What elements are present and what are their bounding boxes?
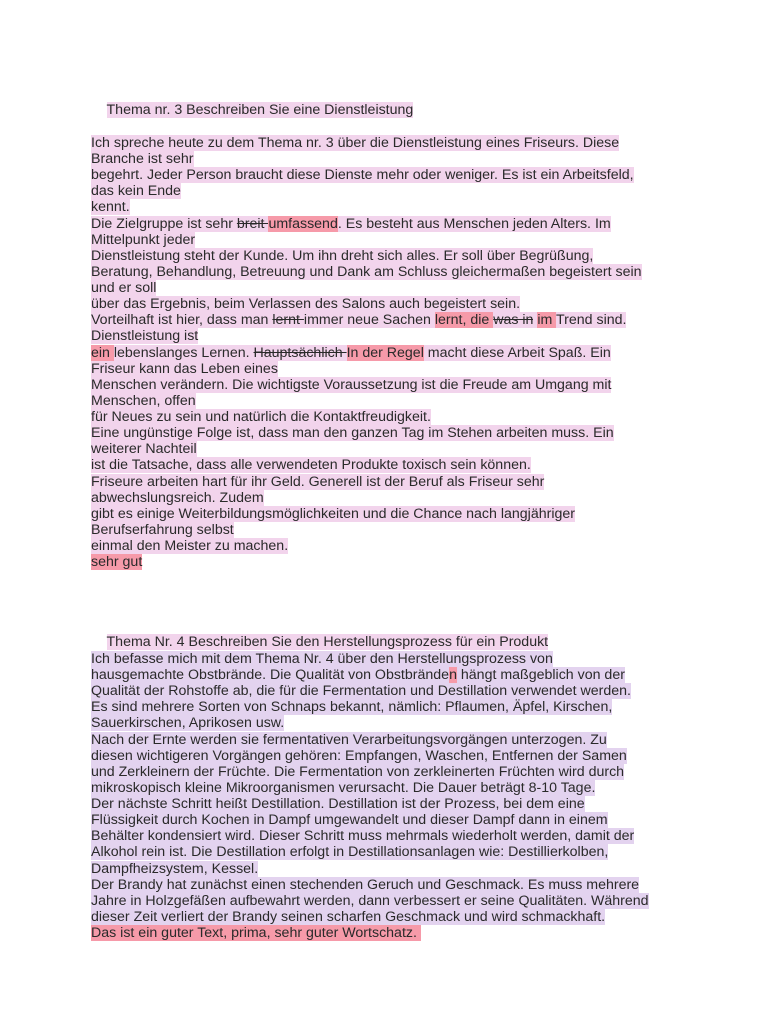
text-line bbox=[91, 715, 284, 731]
text-segment: Nach der Ernte werden sie fermentativen Verarbeitungsvorgängen unterzogen. Zu bbox=[91, 731, 607, 748]
text-segment: über das Ergebnis, beim Verlassen des Salons auch begeistert sein. bbox=[91, 296, 521, 313]
text-segment: Ich befasse mich mit dem Thema Nr. 4 über den Herstellungsprozess von bbox=[91, 651, 553, 667]
text-segment: Dienstleistung steht der Kunde. Um ihn dreht sich alles. Er soll über Begrüßung, bbox=[91, 247, 594, 264]
text-segment: und Zerkleinern der Früchte. Die Fermentation von zerkleinerten Früchten wird durch bbox=[91, 763, 625, 780]
text-line bbox=[91, 345, 611, 361]
section2-title-text: Thema Nr. 4 Beschreiben Sie den Herstellungsprozess für ein Produkt bbox=[106, 634, 549, 650]
text-segment: Friseur kann das Leben eines bbox=[91, 360, 278, 377]
text-segment: Branche ist sehr bbox=[91, 151, 194, 168]
text-segment: Der nächste Schritt heißt Destillation. Destillation ist der Prozess, bei dem eine bbox=[91, 796, 585, 813]
text-line bbox=[91, 490, 264, 506]
text-segment: Dampfheizsystem, Kessel. bbox=[91, 860, 259, 877]
strikethrough-text: breit bbox=[236, 215, 269, 232]
text-line bbox=[91, 328, 198, 344]
text-segment: Es sind mehrere Sorten von Schnaps bekannt, nämlich: Pflaumen, Äpfel, Kirschen, bbox=[91, 699, 613, 716]
correction-highlight: umfassend bbox=[268, 215, 338, 232]
text-line bbox=[91, 699, 612, 715]
text-segment: diesen wichtigeren Vorgängen gehören: Empfangen, Waschen, Entfernen der Samen bbox=[91, 747, 627, 764]
text-segment: Ich spreche heute zu dem Thema nr. 3 über die Dienstleistung eines Friseurs. Diese bbox=[91, 135, 620, 151]
text-segment: Behälter kondensiert wird. Dieser Schritt muss mehrmals wiederholt werden, damit der bbox=[91, 828, 635, 845]
text-segment: lebenslanges Lernen. bbox=[113, 344, 254, 361]
text-segment: immer neue Sachen bbox=[303, 312, 435, 329]
text-line bbox=[91, 409, 431, 425]
text-line bbox=[91, 732, 607, 748]
correction-highlight: Das ist ein guter Text, prima, sehr guter Wortschatz. bbox=[91, 925, 421, 942]
text-segment: Die Zielgruppe ist sehr bbox=[91, 215, 237, 232]
text-line bbox=[91, 296, 520, 312]
correction-highlight: In der Regel bbox=[346, 344, 424, 361]
text-segment: Qualität der Rohstoffe ab, die für die Fermentation und Destillation verwendet werden. bbox=[91, 683, 631, 700]
text-line bbox=[91, 199, 130, 215]
text-segment: Vorteilhaft ist hier, dass man bbox=[91, 312, 273, 329]
text-line bbox=[91, 264, 642, 280]
text-line bbox=[91, 232, 195, 248]
text-segment: Menschen, offen bbox=[91, 392, 196, 409]
correction-highlight: ein bbox=[91, 344, 114, 361]
text-line bbox=[91, 844, 608, 860]
text-line bbox=[91, 457, 531, 473]
text-line bbox=[91, 538, 288, 554]
text-line bbox=[91, 522, 234, 538]
text-segment: begehrt. Jeder Person braucht diese Dienste mehr oder weniger. Es ist ein Arbeitsfeld, bbox=[91, 167, 634, 184]
text-line bbox=[91, 764, 624, 780]
text-segment: Mittelpunkt jeder bbox=[91, 231, 196, 248]
text-line bbox=[91, 554, 142, 570]
text-segment: Beratung, Behandlung, Betreuung und Dank am Schluss gleichermaßen begeistert sein bbox=[91, 263, 642, 280]
correction-highlight: sehr gut bbox=[91, 554, 143, 571]
text-line bbox=[91, 780, 595, 796]
correction-highlight: im bbox=[537, 312, 557, 329]
text-segment: mikroskopisch kleine Mikroorganismen verursacht. Die Dauer beträgt 8-10 Tage. bbox=[91, 779, 596, 796]
strikethrough-text: was in bbox=[493, 312, 534, 329]
text-segment: hausgemachte Obstbrände. Die Qualität von Obstbrände bbox=[91, 667, 450, 684]
text-segment: das kein Ende bbox=[91, 183, 181, 200]
text-line bbox=[91, 812, 608, 828]
text-line bbox=[91, 183, 181, 199]
text-segment: kennt. bbox=[91, 199, 130, 216]
text-segment: ist die Tatsache, dass alle verwendeten Produkte toxisch sein können. bbox=[91, 457, 531, 474]
text-segment: Der Brandy hat zunächst einen stechenden Geruch und Geschmack. Es muss mehrere bbox=[91, 876, 640, 893]
text-line bbox=[91, 167, 634, 183]
section1-title bbox=[91, 86, 414, 118]
correction-highlight: n bbox=[449, 667, 457, 684]
text-line bbox=[91, 925, 421, 941]
text-line bbox=[91, 474, 544, 490]
text-line bbox=[91, 216, 611, 232]
text-segment: Dienstleistung ist bbox=[91, 328, 199, 345]
text-line bbox=[91, 361, 278, 377]
text-line bbox=[91, 425, 614, 441]
text-segment: gibt es einige Weiterbildungsmöglichkeiten und die Chance nach langjähriger bbox=[91, 505, 575, 522]
section1-title-text: Thema nr. 3 Beschreiben Sie eine Dienstleistung bbox=[106, 102, 414, 118]
text-line bbox=[91, 828, 634, 844]
text-segment: Flüssigkeit durch Kochen in Dampf umgewandelt und dieser Dampf dann in einem bbox=[91, 812, 608, 829]
text-line bbox=[91, 135, 619, 151]
text-line bbox=[91, 280, 156, 296]
text-segment: abwechslungsreich. Zudem bbox=[91, 489, 264, 506]
text-segment: Jahre in Holzgefäßen aufbewahrt werden, dann verbessert er seine Qualitäten. Während bbox=[91, 892, 649, 909]
text-segment: hängt maßgeblich von der bbox=[456, 667, 625, 684]
text-segment: Berufserfahrung selbst bbox=[91, 521, 234, 538]
text-line bbox=[91, 667, 625, 683]
correction-highlight: lernt, die bbox=[434, 312, 494, 329]
text-segment: Eine ungünstige Folge ist, dass man den ganzen Tag im Stehen arbeiten muss. Ein bbox=[91, 425, 614, 442]
text-line bbox=[91, 441, 197, 457]
text-line bbox=[91, 909, 605, 925]
text-line bbox=[91, 151, 194, 167]
text-line bbox=[91, 861, 258, 877]
text-segment: macht diese Arbeit Spaß. Ein bbox=[423, 344, 611, 361]
text-line bbox=[91, 683, 631, 699]
text-line bbox=[91, 651, 553, 667]
text-line bbox=[91, 506, 575, 522]
text-segment: Trend sind. bbox=[556, 312, 627, 329]
text-segment: einmal den Meister zu machen. bbox=[91, 538, 289, 554]
text-line bbox=[91, 377, 611, 393]
text-line bbox=[91, 312, 626, 328]
strikethrough-text: lernt bbox=[272, 312, 304, 329]
text-segment: dieser Zeit verliert der Brandy seinen scharfen Geschmack und wird schmackhaft. bbox=[91, 908, 606, 925]
section2-title bbox=[91, 618, 549, 650]
text-segment: Menschen verändern. Die wichtigste Voraussetzung ist die Freude am Umgang mit bbox=[91, 376, 612, 393]
text-segment: Sauerkirschen, Aprikosen usw. bbox=[91, 715, 285, 732]
text-line bbox=[91, 796, 585, 812]
text-segment: für Neues zu sein und natürlich die Kontaktfreudigkeit. bbox=[91, 409, 431, 426]
text-line bbox=[91, 893, 649, 909]
text-line bbox=[91, 393, 196, 409]
text-line bbox=[91, 248, 593, 264]
text-segment: Friseure arbeiten hart für ihr Geld. Generell ist der Beruf als Friseur sehr bbox=[91, 473, 545, 490]
strikethrough-text: Hauptsächlich bbox=[253, 344, 347, 361]
text-segment: Alkohol rein ist. Die Destillation erfolgt in Destillationsanlagen wie: Destillierkolben, bbox=[91, 844, 609, 861]
text-segment: weiterer Nachteil bbox=[91, 441, 197, 458]
text-segment: . Es besteht aus Menschen jeden Alters. Im bbox=[337, 215, 611, 232]
text-line bbox=[91, 748, 627, 764]
text-segment: und er soll bbox=[91, 280, 157, 297]
text-line bbox=[91, 877, 639, 893]
